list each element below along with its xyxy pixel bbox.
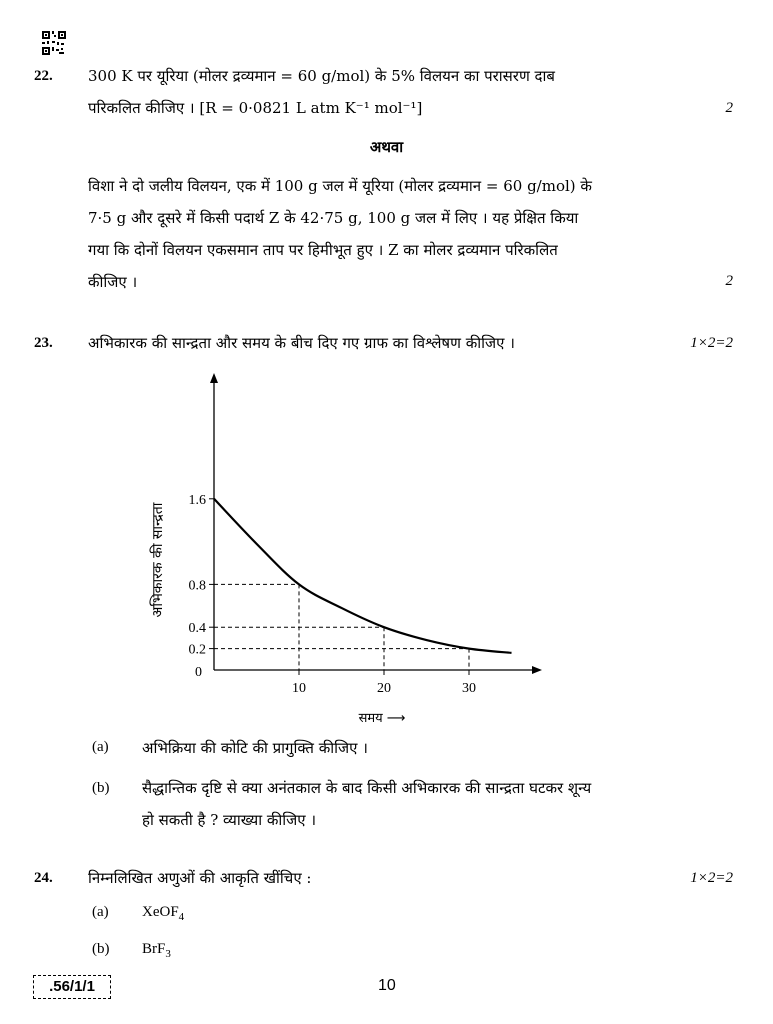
question-23-option-b-text	[142, 772, 712, 836]
question-22-line-1: 300 K पर यूरिया (मोलर द्रव्यमान = 60 g/mol) के 5% विलयन का परासरण दाब	[88, 67, 555, 85]
y-tick-label-3: 1.6	[188, 492, 206, 508]
question-24-marks: 1×2=2	[690, 870, 733, 886]
question-22-alt-marks: 2	[725, 273, 733, 289]
y-tick-label-0: 0.2	[188, 642, 206, 658]
qr-code-icon	[42, 31, 66, 55]
question-23-option-b-line-2: हो सकती है ? व्याख्या कीजिए ।	[142, 811, 317, 829]
question-23-text: अभिकारक की सान्द्रता और समय के बीच दिए गए ग्राफ का विश्लेषण कीजिए ।	[88, 334, 515, 352]
brf-formula: BrF	[142, 941, 166, 957]
question-22-marks: 2	[725, 100, 733, 116]
x-axis-label: समय ⟶	[358, 711, 406, 726]
page-number: 10	[378, 977, 396, 994]
concentration-curve	[214, 499, 512, 653]
xeof-subscript: 4	[178, 911, 185, 923]
concentration-time-graph	[130, 365, 560, 730]
y-axis-label: अभिकारक की सान्द्रता	[150, 502, 166, 618]
brf-subscript: 3	[165, 948, 171, 960]
question-24-option-a-formula	[142, 904, 184, 923]
question-22-alt-line-1: विशा ने दो जलीय विलयन, एक में 100 g जल में यूरिया (मोलर द्रव्यमान = 60 g/mol) के	[88, 177, 592, 195]
question-23-option-b-line-1: सैद्धान्तिक दृष्टि से क्या अनंतकाल के बाद किसी अभिकारक की सान्द्रता घटकर शून्य	[142, 779, 592, 797]
question-22-alt-line-2: 7·5 g और दूसरे में किसी पदार्थ Z के 42·75 g, 100 g जल में लिए । यह प्रेक्षित किया	[88, 209, 579, 227]
y-tick-label-2: 0.8	[188, 578, 206, 594]
question-23-option-a-label: (a)	[92, 739, 109, 755]
xeof-formula: XeOF	[142, 904, 179, 920]
question-23-option-a-text: अभिक्रिया की कोटि की प्रागुक्ति कीजिए ।	[142, 739, 368, 757]
question-23-number: 23.	[34, 335, 53, 351]
question-24-text: निम्नलिखित अणुओं की आकृति खींचिए :	[88, 869, 312, 887]
question-24-option-b-formula	[142, 941, 171, 960]
x-tick-label-0: 10	[292, 681, 306, 696]
question-22-number: 22.	[34, 68, 53, 84]
question-22-alt-line-3: गया कि दोनों विलयन एकसमान ताप पर हिमीभूत हुए । Z का मोलर द्रव्यमान परिकलित	[88, 241, 558, 259]
guide-lines	[214, 584, 469, 670]
question-24-option-b-label: (b)	[92, 941, 110, 957]
paper-code: .56/1/1	[33, 975, 111, 999]
y-tick-label-1: 0.4	[188, 621, 206, 637]
question-23-option-b-label: (b)	[92, 780, 110, 796]
y-axis-arrow-icon	[210, 373, 218, 383]
question-22-alt-line-4: कीजिए ।	[88, 273, 138, 291]
x-tick-label-2: 30	[462, 681, 476, 696]
x-tick-label-1: 20	[377, 681, 391, 696]
question-24-number: 24.	[34, 870, 53, 886]
question-24-option-a-label: (a)	[92, 904, 109, 920]
axis-ticks	[189, 493, 477, 696]
x-axis-arrow-icon	[532, 666, 542, 674]
question-23-marks: 1×2=2	[690, 335, 733, 351]
origin-label: 0	[195, 665, 202, 680]
question-22-line-2: परिकलित कीजिए । [R = 0·0821 L atm K⁻¹ mol⁻¹]	[88, 99, 423, 117]
question-22-text	[88, 60, 708, 124]
question-22-alternative	[88, 170, 708, 298]
or-label: अथवा	[369, 138, 404, 156]
